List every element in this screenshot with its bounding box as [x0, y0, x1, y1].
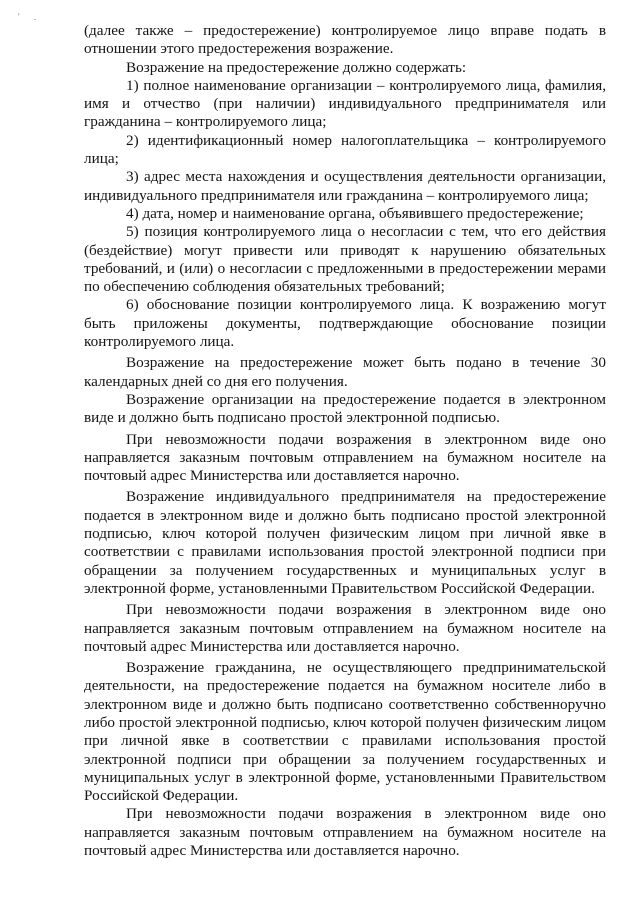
paragraph-citizen-paper-option: При невозможности подачи возражения в электронном виде оно направляется заказным почтовым отправлением на бумажном носителе на почтовый адрес Министерства или доставляется нарочно. [84, 805, 606, 860]
list-item-5: 5) позиция контролируемого лица о несогласии с тем, что его действия (бездействие) могут привести или приводят к нарушению обязательных требований, и (или) о несогласии с предложенными в предостережении мерами по обеспечению соблюдения обязательных требований; [84, 223, 606, 296]
paragraph-deadline: Возражение на предостережение может быть подано в течение 30 календарных дней со дня его получения. [84, 354, 606, 390]
paragraph-objection-contents-heading: Возражение на предостережение должно содержать: [126, 58, 467, 76]
paragraph-entrepreneur-paper-option: При невозможности подачи возражения в электронном виде оно направляется заказным почтовым отправлением на бумажном носителе на почтовый адрес Министерства или доставляется нарочно. [84, 601, 606, 655]
scan-marks: ' . [18, 12, 43, 22]
list-item-6: 6) обоснование позиции контролируемого лица. К возражению могут быть приложены документы, подтверждающие обоснование позиции контролируемого лица. [84, 296, 606, 351]
list-item-2: 2) идентификационный номер налогоплательщика – контролируемого лица; [84, 131, 606, 168]
paragraph-organization-paper-option: При невозможности подачи возражения в электронном виде оно направляется заказным почтовым отправлением на бумажном носителе на почтовый адрес Министерства или доставляется нарочно. [84, 430, 606, 485]
list-item-4: 4) дата, номер и наименование органа, объявившего предостережение; [126, 204, 584, 222]
document-body [84, 22, 606, 860]
list-item-1: 1) полное наименование организации – контролируемого лица, фамилия, имя и отчество (при наличии) индивидуального предпринимателя или гражданина – контролируемого лица; [84, 76, 606, 131]
paragraph-organization-objection: Возражение организации на предостережение подается в электронном виде и должно быть подписано простой электронной подписью. [84, 390, 606, 427]
list-item-3: 3) адрес места нахождения и осуществления деятельности организации, индивидуального предпринимателя или гражданина – контролируемого лица; [84, 168, 606, 204]
paragraph-intro-continuation: (далее также – предостережение) контролируемое лицо вправе подать в отношении этого предостережения возражение. [84, 22, 606, 58]
paragraph-citizen-objection: Возражение гражданина, не осуществляющего предпринимательской деятельности, на предостережение подается на бумажном носителе либо в электронном виде и должно быть подписано соответственно собственноручно либо простой электронной подписью, ключ которой получен физическим лицом при личной явке в соответствии с правилами использования простой электронной подписи при обращении за получением государственных и муниципальных услуг в электронной форме, установленными Правительством Российской Федерации. [84, 659, 606, 805]
paragraph-entrepreneur-objection: Возражение индивидуального предпринимателя на предостережение подается в электронном виде и должно быть подписано простой электронной подписью, ключ которой получен физическим лицом при личной явке в соответствии с правилами использования простой электронной подписи при обращении за получением государственных и муниципальных услуг в электронной форме, установленными Правительством Российской Федерации. [84, 488, 606, 597]
